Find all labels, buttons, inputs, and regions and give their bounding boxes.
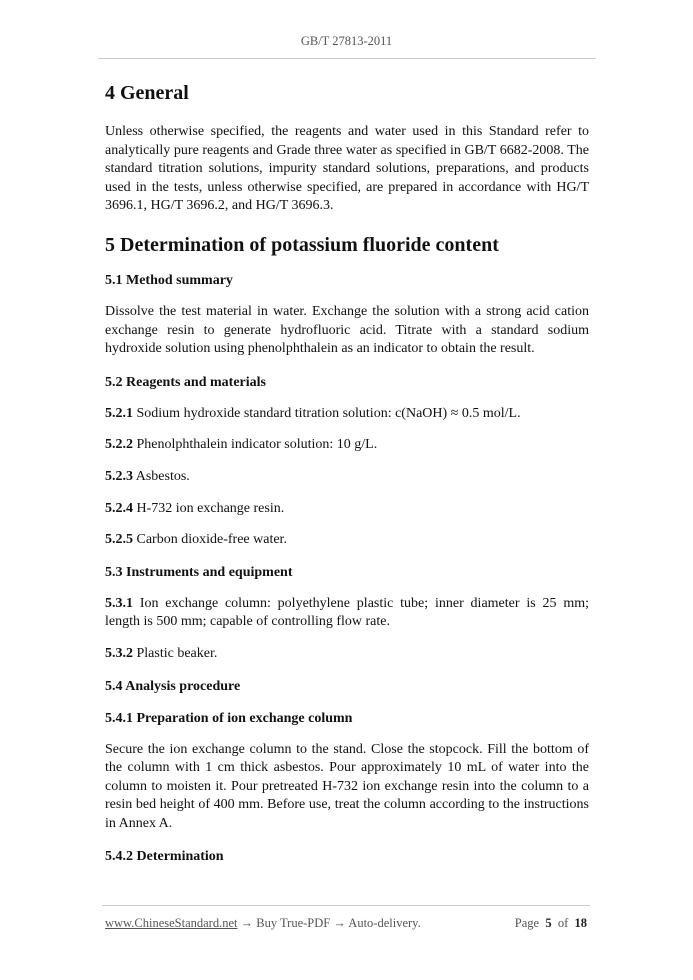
item-number: 5.2.3 <box>105 468 133 484</box>
page-content <box>105 80 589 867</box>
instrument-item <box>105 645 589 664</box>
reagent-item <box>105 500 589 519</box>
item-number: 5.2.5 <box>105 532 133 548</box>
page-of-label: of <box>557 916 569 930</box>
footer-promo <box>105 916 421 931</box>
item-text: Sodium hydroxide standard titration solution: c(NaOH) ≈ 0.5 mol/L. <box>133 405 521 421</box>
general-paragraph: Unless otherwise specified, the reagents and water used in this Standard refer to analytically pure reagents and Grade three water as specified in GB/T 6682-2008. The standard titration solutions, impurity standard solutions, preparations, and products used in the tests, unless otherwise specified, are prepared in accordance with HG/T 3696.1, HG/T 3696.2, and HG/T 3696.3. <box>105 124 589 214</box>
column-preparation-paragraph: Secure the ion exchange column to the stand. Close the stopcock. Fill the bottom of the column with 1 cm thick asbestos. Pour approximately 10 mL of water into the column to moisten it. Pour pretreated H-732 ion exchange resin into the column to a resin bed height of 400 mm. Before use, treat the column according to the instructions in Annex A. <box>105 741 589 831</box>
subheading-instruments: 5.3 Instruments and equipment <box>105 564 293 580</box>
method-summary-paragraph: Dissolve the test material in water. Exchange the solution with a strong acid cation exchange resin to generate hydrofluoric acid. Titrate with a standard sodium hydroxide solution using phenolphthalein as an indicator to obtain the result. <box>105 303 589 357</box>
item-text: Phenolphthalein indicator solution: 10 g/L. <box>133 437 378 453</box>
subheading-reagents: 5.2 Reagents and materials <box>105 374 266 390</box>
item-text: Plastic beaker. <box>133 645 218 661</box>
page-indicator <box>515 916 587 931</box>
section-heading-general: 4 General <box>105 82 189 104</box>
reagent-item <box>105 531 589 550</box>
website-link[interactable]: www.ChineseStandard.net <box>105 916 238 930</box>
page-label: Page <box>514 916 540 930</box>
item-number: 5.2.4 <box>105 500 133 516</box>
section-heading-determination: 5 Determination of potassium fluoride content <box>105 233 499 256</box>
instrument-item <box>105 595 589 632</box>
item-number: 5.2.2 <box>105 437 133 453</box>
item-number: 5.3.1 <box>105 595 133 611</box>
header-divider <box>98 58 596 59</box>
page-current: 5 <box>545 916 552 930</box>
subheading-analysis-procedure: 5.4 Analysis procedure <box>105 678 241 694</box>
page-total: 18 <box>574 916 587 930</box>
page-footer <box>105 916 587 931</box>
item-text: Ion exchange column: polyethylene plastic tube; inner diameter is 25 mm; length is 500 mm; capable of controlling flow rate. <box>105 595 589 630</box>
subheading-column-preparation: 5.4.1 Preparation of ion exchange column <box>105 710 353 726</box>
item-text: Asbestos. <box>133 468 190 484</box>
item-number: 5.3.2 <box>105 645 133 661</box>
reagent-item <box>105 405 589 424</box>
reagent-item <box>105 468 589 487</box>
item-text: Carbon dioxide-free water. <box>133 532 287 548</box>
reagent-item <box>105 436 589 455</box>
subheading-method-summary: 5.1 Method summary <box>105 272 233 288</box>
footer-trail-text: → Buy True-PDF → Auto-delivery. <box>237 916 421 930</box>
item-text: H-732 ion exchange resin. <box>133 500 285 516</box>
footer-divider <box>102 905 590 906</box>
item-number: 5.2.1 <box>105 405 133 421</box>
document-header-title: GB/T 27813-2011 <box>300 34 393 48</box>
subheading-determination: 5.4.2 Determination <box>105 849 224 865</box>
